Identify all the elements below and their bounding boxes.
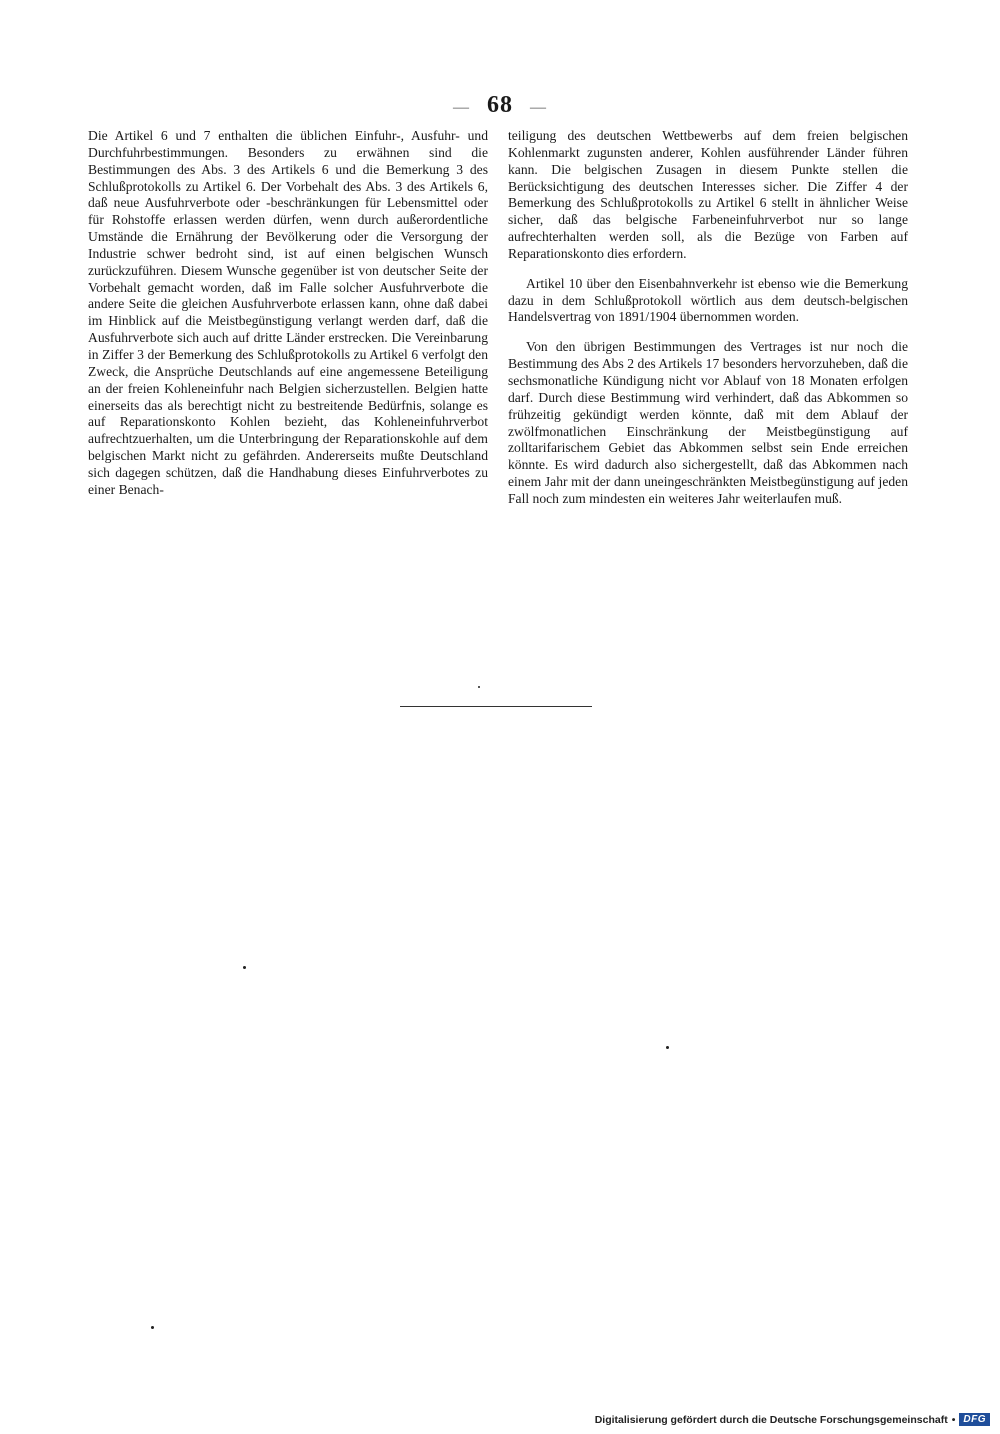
paragraph-right-3: Von den übrigen Bestimmungen des Vertrages ist nur noch die Bestimmung des Abs 2 des Artikels 17 besonders hervorzuheben, daß die sechsmonatliche Kündigung nicht vor Ablauf von 18 Monaten erfolgen darf. Durch diese Bestimmung wird verhindert, daß das Abkommen so frühzeitig gekündigt werden könnte, daß mit dem Ablauf der zwölfmonatlichen Einschränkung der Meistbegünstigung auf zolltarifarischem Gebiet das Abkommen selbst sein Ende erreichen könnte. Es wird dadurch also sichergestellt, daß das Abkommen nach einem Jahr mit der dann uneingeschränkten Meistbegünstigung auf jeden Fall noch zum mindesten ein weiteres Jahr weiterlaufen muß.: [508, 339, 908, 506]
header-dash-right: —: [530, 99, 547, 116]
scan-speck: [478, 686, 480, 688]
scan-speck: [151, 1326, 154, 1329]
right-column: [508, 128, 908, 521]
digitization-footer: [595, 1413, 990, 1426]
page-header: [0, 92, 1000, 119]
scan-speck: [243, 966, 246, 969]
left-column: [88, 128, 488, 512]
paragraph-right-1: teiligung des deutschen Wettbewerbs auf dem freien belgischen Kohlenmarkt zugunsten anderer, Kohlen ausführender Länder führen kann. Die belgischen Zusagen in diesem Punkte stellen die Berücksichtigung des deutschen Interesses sicher. Die Ziffer 4 der Bemerkung des Schlußprotokolls zu Artikel 6 stellt in ähnlicher Weise sicher, daß das belgische Farbeneinfuhrverbot nur so lange aufrechterhalten werden soll, als die Bezüge von Farben auf Reparationskonto dies erfordern.: [508, 128, 908, 261]
scan-speck: [666, 1046, 669, 1049]
footer-text: Digitalisierung gefördert durch die Deutsche Forschungsgemeinschaft: [594, 1413, 948, 1426]
page-number: 68: [487, 92, 513, 118]
header-dash-left: —: [453, 99, 470, 116]
paragraph-right-2: Artikel 10 über den Eisenbahnverkehr ist ebenso wie die Bemerkung dazu in dem Schlußprotokoll wörtlich aus dem deutsch-belgischen Handelsvertrag von 1891/1904 übernommen worden.: [508, 275, 908, 325]
paragraph-left-1: Die Artikel 6 und 7 enthalten die üblichen Einfuhr-, Ausfuhr- und Durchfuhrbestimmungen. Besonders zu erwähnen sind die Bestimmungen des Abs. 3 des Artikels 6 und die Bemerkung 3 des Schlußprotokolls zu Artikel 6. Der Vorbehalt des Abs. 3 des Artikels 6, daß neue Ausfuhrverbote oder -beschränkungen für Lebensmittel oder für Rohstoffe erlassen werden dürfen, wenn durch außerordentliche Umstände die Ernährung der Bevölkerung oder die Versorgung der Industrie schwer bedroht sind, ist auf einen belgischen Wunsch zurückzuführen. Diesem Wunsche gegenüber ist von deutscher Seite der Vorbehalt gemacht worden, daß im Falle solcher Ausfuhrverbote die andere Seite die gleichen Ausfuhrverbote erlassen kann, ohne daß dabei im Hinblick auf die Meistbegünstigung verlangt werden darf, daß die Ausfuhrverbote sich auch auf dritte Länder erstrecken. Die Vereinbarung in Ziffer 3 der Bemerkung des Schlußprotokolls zu Artikel 6 verfolgt den Zweck, die Ansprüche Deutschlands auf eine angemessene Beteiligung an der freien Kohleneinfuhr nach Belgien sicherzustellen. Belgien hatte einerseits das als berechtigt nicht zu bestreitende Bedürfnis, solange es auf Reparationskonto Kohlen bezieht, das Kohleneinfuhrverbot aufrechtzuerhalten, um die Unterbringung der Reparationskohle auf dem belgischen Markt nicht zu gefährden. Andererseits mußte Deutschland sich dagegen schützen, daß die Handhabung dieses Einfuhrverbotes zu einer Benach-: [88, 128, 488, 497]
dfg-logo-icon: DFG: [959, 1413, 990, 1426]
section-divider: [400, 706, 592, 707]
footer-bullet: •: [951, 1413, 956, 1426]
